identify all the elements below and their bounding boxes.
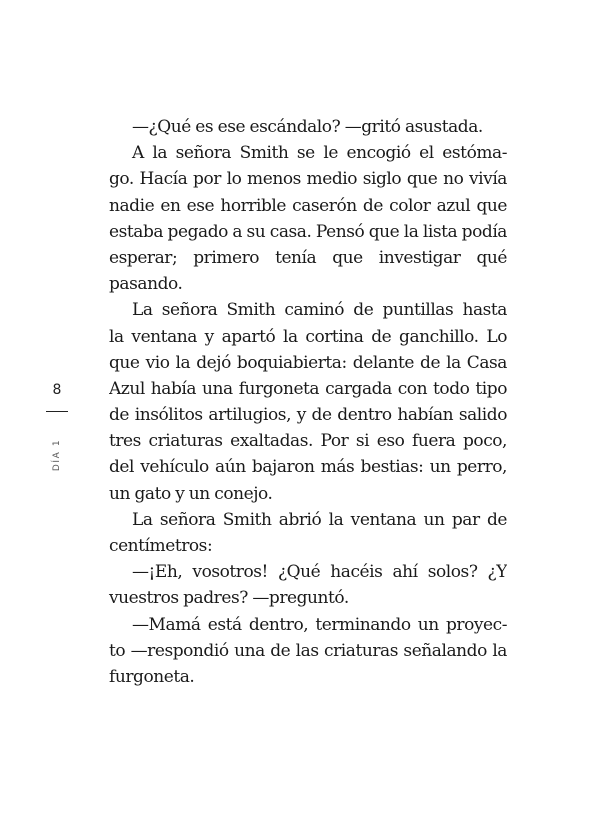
text-line: esperar; primero tenía que investigar qué	[109, 247, 507, 268]
text-line: estaba pegado a su casa. Pensó que la lista podía	[109, 221, 507, 242]
folio-rule	[46, 411, 68, 412]
text-line: la ventana y apartó la cortina de ganchillo. Lo	[109, 326, 507, 347]
text-line: —Mamá está dentro, terminando un proyec-	[132, 614, 507, 635]
text-line: vuestros padres? —preguntó.	[109, 588, 349, 609]
text-line: go. Hacía por lo menos medio siglo que no vivía	[109, 169, 507, 190]
text-line: —¿Qué es ese escándalo? —gritó asustada.	[132, 117, 483, 137]
text-line: La señora Smith caminó de puntillas hasta	[132, 300, 507, 321]
text-line: pasando.	[109, 274, 183, 295]
text-line: un gato y un conejo.	[109, 483, 273, 504]
body-text	[109, 114, 507, 690]
text-line: La señora Smith abrió la ventana un par de	[132, 509, 507, 530]
page-number: 8	[52, 382, 62, 398]
text-line: que vio la dejó boquiabierta: delante de la Casa	[109, 352, 507, 373]
text-line: de insólitos artilugios, y de dentro habían salido	[109, 405, 507, 426]
text-line: centímetros:	[109, 536, 213, 556]
text-line: to —respondió una de las criaturas señalando la	[109, 640, 507, 661]
text-line: furgoneta.	[109, 666, 195, 687]
text-line: Azul había una furgoneta cargada con todo tipo	[109, 378, 507, 399]
text-line: —¡Eh, vosotros! ¿Qué hacéis ahí solos? ¿Y	[132, 562, 507, 583]
text-line: del vehículo aún bajaron más bestias: un perro,	[109, 457, 507, 478]
text-line: nadie en ese horrible caserón de color azul que	[109, 195, 507, 216]
text-line: A la señora Smith se le encogió el estóma-	[132, 143, 507, 164]
running-head: DÍA 1	[52, 438, 62, 472]
text-line: tres criaturas exaltadas. Por si eso fuera poco,	[109, 431, 507, 452]
